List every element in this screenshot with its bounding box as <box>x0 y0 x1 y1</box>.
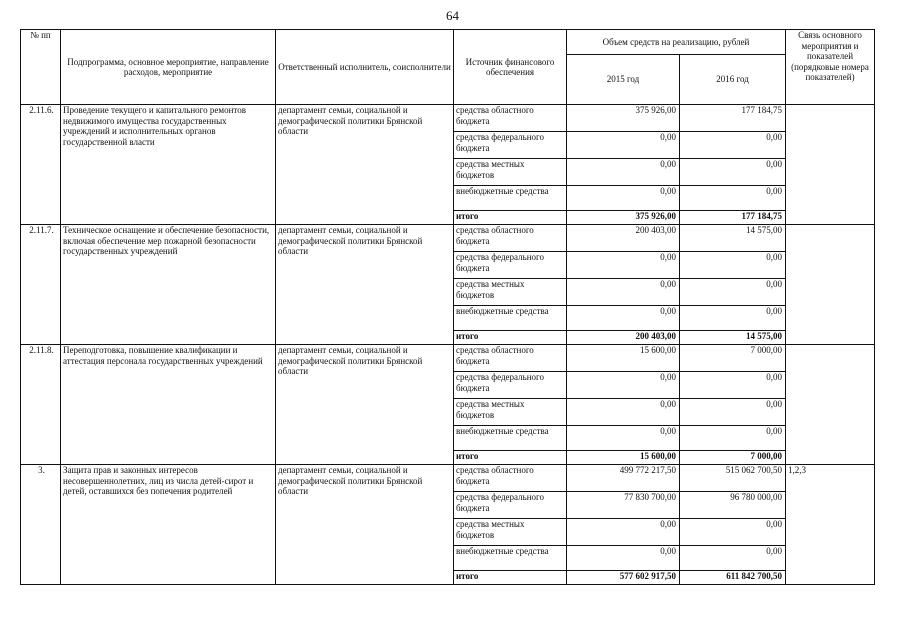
amount-y2015: 200 403,00 <box>567 331 680 345</box>
amount-y2016: 0,00 <box>680 279 786 306</box>
section-name: Защита прав и законных интересов несовершеннолетних, лиц из числа детей-сирот и детей, оставшихся без попечения родителей <box>61 465 276 585</box>
amount-y2015: 15 600,00 <box>567 451 680 465</box>
section-number: 2.11.7. <box>21 225 61 345</box>
indicator-link <box>786 225 875 345</box>
indicator-link: 1,2,3 <box>786 465 875 585</box>
header-year-2016: 2016 год <box>680 55 786 105</box>
amount-y2015: 0,00 <box>567 399 680 426</box>
amount-y2015: 0,00 <box>567 132 680 159</box>
header-link: Связь основного мероприятия и показателей (порядковые номера показателей) <box>786 30 875 105</box>
amount-y2016: 0,00 <box>680 426 786 451</box>
funding-source: итого <box>454 331 567 345</box>
amount-y2015: 0,00 <box>567 426 680 451</box>
section-name: Переподготовка, повышение квалификации и аттестация персонала государственных учреждений <box>61 345 276 465</box>
funding-source: средства местных бюджетов <box>454 279 567 306</box>
table-row <box>21 345 875 372</box>
funding-table <box>20 29 875 585</box>
amount-y2015: 577 602 917,50 <box>567 571 680 585</box>
amount-y2016: 0,00 <box>680 546 786 571</box>
table-row <box>21 465 875 492</box>
funding-source: средства местных бюджетов <box>454 399 567 426</box>
funding-source: средства местных бюджетов <box>454 159 567 186</box>
amount-y2015: 77 830 700,00 <box>567 492 680 519</box>
section-number: 2.11.8. <box>21 345 61 465</box>
header-volume: Объем средств на реализацию, рублей <box>567 30 786 55</box>
amount-y2015: 15 600,00 <box>567 345 680 372</box>
amount-y2016: 177 184,75 <box>680 105 786 132</box>
amount-y2015: 499 772 217,50 <box>567 465 680 492</box>
table-row <box>21 225 875 252</box>
amount-y2015: 200 403,00 <box>567 225 680 252</box>
section-executor: департамент семьи, социальной и демографической политики Брянской области <box>276 105 454 225</box>
amount-y2015: 0,00 <box>567 159 680 186</box>
amount-y2016: 14 575,00 <box>680 225 786 252</box>
amount-y2016: 177 184,75 <box>680 211 786 225</box>
header-num: № пп <box>21 30 61 105</box>
funding-source: внебюджетные средства <box>454 426 567 451</box>
section-number: 3. <box>21 465 61 585</box>
header-program: Подпрограмма, основное мероприятие, направление расходов, мероприятие <box>61 30 276 105</box>
amount-y2016: 0,00 <box>680 372 786 399</box>
funding-source: средства федерального бюджета <box>454 492 567 519</box>
funding-source: внебюджетные средства <box>454 186 567 211</box>
amount-y2016: 0,00 <box>680 186 786 211</box>
amount-y2015: 0,00 <box>567 546 680 571</box>
amount-y2016: 7 000,00 <box>680 451 786 465</box>
indicator-link <box>786 105 875 225</box>
amount-y2015: 0,00 <box>567 306 680 331</box>
funding-source: внебюджетные средства <box>454 546 567 571</box>
amount-y2015: 0,00 <box>567 186 680 211</box>
funding-source: средства областного бюджета <box>454 345 567 372</box>
amount-y2016: 0,00 <box>680 132 786 159</box>
amount-y2016: 0,00 <box>680 306 786 331</box>
section-executor: департамент семьи, социальной и демографической политики Брянской области <box>276 225 454 345</box>
amount-y2016: 515 062 700,50 <box>680 465 786 492</box>
section-executor: департамент семьи, социальной и демографической политики Брянской области <box>276 345 454 465</box>
amount-y2016: 0,00 <box>680 399 786 426</box>
funding-source: средства федерального бюджета <box>454 132 567 159</box>
amount-y2015: 375 926,00 <box>567 211 680 225</box>
indicator-link <box>786 345 875 465</box>
funding-source: средства федерального бюджета <box>454 252 567 279</box>
header-executor: Ответственный исполнитель, соисполнители <box>276 30 454 105</box>
section-executor: департамент семьи, социальной и демографической политики Брянской области <box>276 465 454 585</box>
table-row <box>21 105 875 132</box>
amount-y2016: 0,00 <box>680 519 786 546</box>
funding-source: средства местных бюджетов <box>454 519 567 546</box>
header-source: Источник финансового обеспечения <box>454 30 567 105</box>
amount-y2015: 0,00 <box>567 372 680 399</box>
funding-source: средства областного бюджета <box>454 105 567 132</box>
amount-y2016: 611 842 700,50 <box>680 571 786 585</box>
funding-source: средства областного бюджета <box>454 225 567 252</box>
funding-source: средства федерального бюджета <box>454 372 567 399</box>
page-number: 64 <box>446 8 459 23</box>
section-name: Техническое оснащение и обеспечение безопасности, включая обеспечение мер пожарной безопасности государственных учреждений <box>61 225 276 345</box>
funding-source: средства областного бюджета <box>454 465 567 492</box>
amount-y2016: 14 575,00 <box>680 331 786 345</box>
funding-source: внебюджетные средства <box>454 306 567 331</box>
amount-y2016: 0,00 <box>680 159 786 186</box>
table-body <box>21 105 875 585</box>
amount-y2016: 96 780 000,00 <box>680 492 786 519</box>
amount-y2016: 0,00 <box>680 252 786 279</box>
amount-y2015: 0,00 <box>567 279 680 306</box>
section-name: Проведение текущего и капитального ремонтов недвижимого имущества государственных учреждений и исполнительных органов государственной власти <box>61 105 276 225</box>
header-year-2015: 2015 год <box>567 55 680 105</box>
funding-source: итого <box>454 571 567 585</box>
funding-source: итого <box>454 211 567 225</box>
amount-y2016: 7 000,00 <box>680 345 786 372</box>
amount-y2015: 0,00 <box>567 252 680 279</box>
amount-y2015: 375 926,00 <box>567 105 680 132</box>
section-number: 2.11.6. <box>21 105 61 225</box>
amount-y2015: 0,00 <box>567 519 680 546</box>
funding-source: итого <box>454 451 567 465</box>
